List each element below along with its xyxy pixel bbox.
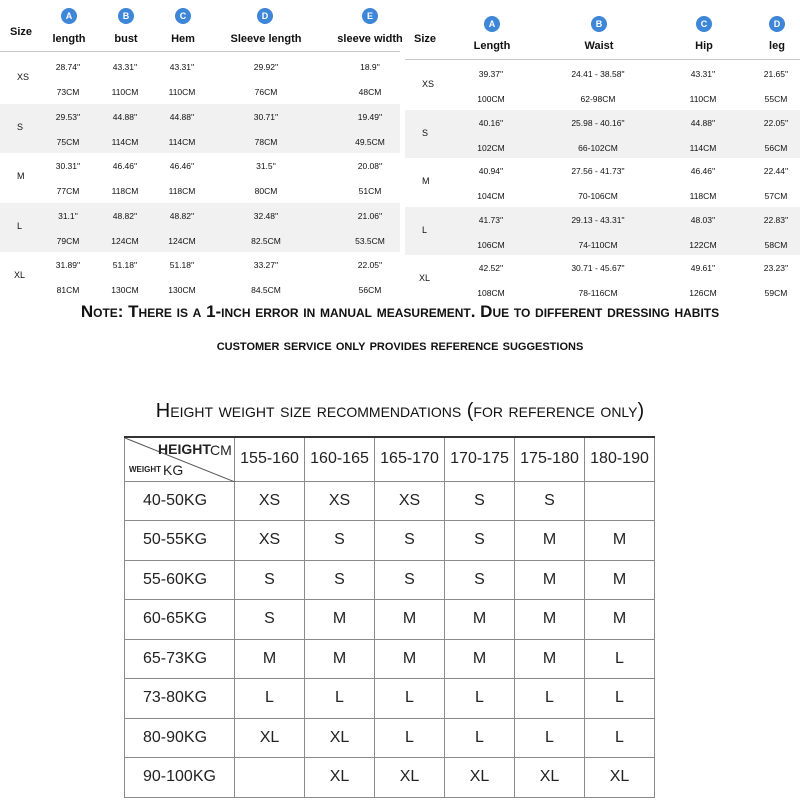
inch-value: 40.94'' — [478, 166, 504, 176]
cm-value: 76CM — [254, 87, 278, 97]
inch-value: 42.52'' — [478, 263, 504, 273]
inch-value: 30.31'' — [55, 161, 81, 171]
size-row-m — [0, 153, 400, 202]
size-recommendation: S — [445, 521, 515, 561]
cm-value: 102CM — [477, 142, 505, 153]
cm-value: 108CM — [477, 288, 505, 298]
cm-value: 122CM — [689, 239, 717, 250]
height-col-175-180: 175-180 — [515, 437, 585, 481]
inch-value: 29.13 - 43.31'' — [571, 214, 625, 225]
length-column-header: Length — [473, 40, 511, 52]
cm-value: 84.5CM — [251, 285, 281, 295]
badge-c-icon: C — [175, 8, 191, 24]
inch-value: 48.82'' — [112, 210, 138, 221]
inch-value: 21.65'' — [763, 69, 789, 79]
size-label: XS — [422, 79, 435, 89]
inch-value: 18.9'' — [360, 62, 380, 72]
inch-value: 21.06'' — [357, 210, 383, 221]
cm-value: 58CM — [764, 239, 788, 250]
size-row-xl — [0, 252, 400, 301]
corner-cell — [125, 437, 235, 481]
size-recommendation — [585, 481, 655, 521]
size-recommendation: S — [445, 481, 515, 521]
recommendation-title: Height weight size recommendations (for reference only) — [155, 400, 645, 422]
size-recommendation: L — [375, 679, 445, 719]
cm-value: 59CM — [764, 288, 788, 298]
cm-value: 81CM — [56, 285, 80, 295]
leg-column-header: leg — [769, 40, 785, 52]
top-size-chart — [0, 0, 403, 300]
size-recommendation: XL — [375, 758, 445, 798]
cm-value: 124CM — [111, 235, 139, 246]
cm-value: 74-110CM — [578, 239, 618, 250]
inch-value: 30.71'' — [253, 111, 279, 122]
cm-value: 106CM — [477, 239, 505, 250]
badge-d-icon: D — [257, 8, 273, 24]
cm-value: 104CM — [477, 191, 505, 201]
size-recommendation: M — [515, 600, 585, 640]
size-recommendation: S — [515, 481, 585, 521]
weight-row — [125, 521, 655, 561]
cm-value: 56CM — [764, 142, 788, 153]
height-weight-table — [124, 436, 655, 798]
weight-row — [125, 481, 655, 521]
height-col-165-170: 165-170 — [375, 437, 445, 481]
cm-value: 110CM — [111, 87, 139, 97]
size-recommendation: L — [585, 718, 655, 758]
size-recommendation: XL — [445, 758, 515, 798]
cm-value: 70-106CM — [578, 191, 618, 201]
weight-row — [125, 600, 655, 640]
size-row-xl — [405, 255, 800, 303]
inch-value: 20.08'' — [357, 161, 383, 171]
size-recommendation: S — [235, 600, 305, 640]
size-recommendation: XL — [305, 718, 375, 758]
weight-range: 40-50KG — [125, 481, 235, 521]
badge-d-icon: D — [769, 16, 785, 32]
size-recommendation: L — [515, 679, 585, 719]
size-recommendation: XL — [305, 758, 375, 798]
height-header-row — [125, 437, 655, 481]
cm-value: 78-116CM — [578, 288, 618, 298]
size-recommendation: M — [375, 639, 445, 679]
weight-unit: KG — [163, 462, 184, 478]
inch-value: 29.53'' — [55, 111, 81, 122]
cm-value: 118CM — [689, 191, 717, 201]
inch-value: 32.48'' — [253, 210, 279, 221]
size-recommendation: M — [375, 600, 445, 640]
cm-value: 130CM — [111, 285, 139, 295]
weight-row — [125, 560, 655, 600]
size-row-xs — [405, 61, 800, 109]
cm-value: 110CM — [689, 94, 717, 104]
size-row-xs — [0, 54, 400, 103]
bottom-size-chart — [405, 0, 800, 300]
size-label: XL — [14, 270, 26, 280]
measurement-note-line-2: customer service only provides reference suggestions — [216, 337, 584, 354]
cm-value: 130CM — [168, 285, 196, 295]
cm-value: 75CM — [56, 136, 80, 147]
weight-row — [125, 679, 655, 719]
size-recommendation: L — [445, 718, 515, 758]
size-recommendation: XS — [235, 521, 305, 561]
cm-value: 114CM — [111, 136, 139, 147]
size-row-l — [0, 203, 400, 252]
badge-a-icon: A — [61, 8, 77, 24]
cm-value: 79CM — [56, 235, 80, 246]
size-column-header: Size — [413, 33, 436, 45]
inch-value: 31.1'' — [58, 210, 78, 221]
hip-column-header: Hip — [695, 40, 713, 52]
inch-value: 46.46'' — [690, 166, 716, 176]
sleeve-width-column-header: sleeve width — [337, 33, 403, 45]
size-recommendation: S — [235, 560, 305, 600]
size-recommendation: M — [515, 560, 585, 600]
size-recommendation: M — [305, 639, 375, 679]
size-recommendation: S — [445, 560, 515, 600]
weight-row — [125, 758, 655, 798]
cm-value: 78CM — [254, 136, 278, 147]
inch-value: 22.44'' — [763, 166, 789, 176]
size-recommendation: M — [235, 639, 305, 679]
inch-value: 43.31'' — [690, 69, 716, 79]
cm-value: 73CM — [56, 87, 80, 97]
size-row-s — [405, 110, 800, 158]
sleeve-length-column-header: Sleeve length — [230, 33, 302, 45]
cm-value: 114CM — [168, 136, 196, 147]
size-recommendation: M — [585, 600, 655, 640]
inch-value: 29.92'' — [253, 62, 279, 72]
height-col-170-175: 170-175 — [445, 437, 515, 481]
weight-range: 80-90KG — [125, 718, 235, 758]
cm-value: 118CM — [168, 186, 196, 196]
inch-value: 48.03'' — [690, 214, 716, 225]
size-recommendation: L — [585, 639, 655, 679]
weight-label: WEIGHT — [129, 465, 161, 474]
badge-b-icon: B — [118, 8, 134, 24]
inch-value: 27.56 - 41.73'' — [571, 166, 625, 176]
inch-value: 19.49'' — [357, 111, 383, 122]
size-recommendation: XL — [515, 758, 585, 798]
size-label: M — [422, 176, 430, 186]
inch-value: 24.41 - 38.58'' — [571, 69, 625, 79]
inch-value: 28.74'' — [55, 62, 81, 72]
cm-value: 82.5CM — [251, 235, 281, 246]
cm-value: 55CM — [764, 94, 788, 104]
inch-value: 23.23'' — [763, 263, 789, 273]
size-label: M — [17, 171, 25, 181]
cm-value: 51CM — [358, 186, 382, 196]
height-col-155-160: 155-160 — [235, 437, 305, 481]
badge-e-icon: E — [362, 8, 378, 24]
weight-range: 55-60KG — [125, 560, 235, 600]
weight-range: 73-80KG — [125, 679, 235, 719]
size-recommendation: L — [445, 679, 515, 719]
inch-value: 31.89'' — [55, 260, 81, 270]
cm-value: 124CM — [168, 235, 196, 246]
cm-value: 80CM — [254, 186, 278, 196]
inch-value: 48.82'' — [169, 210, 195, 221]
size-label: L — [422, 224, 428, 235]
inch-value: 43.31'' — [169, 62, 195, 72]
height-label: HEIGHT — [158, 441, 211, 457]
inch-value: 51.18'' — [169, 260, 195, 270]
size-recommendation: M — [445, 639, 515, 679]
size-label: S — [17, 121, 24, 132]
cm-value: 77CM — [56, 186, 80, 196]
cm-value: 66-102CM — [578, 142, 618, 153]
size-recommendation: M — [515, 521, 585, 561]
badge-a-icon: A — [484, 16, 500, 32]
size-recommendation: M — [515, 639, 585, 679]
weight-range: 60-65KG — [125, 600, 235, 640]
size-recommendation: L — [375, 718, 445, 758]
size-recommendation: M — [445, 600, 515, 640]
height-col-160-165: 160-165 — [305, 437, 375, 481]
inch-value: 39.37'' — [478, 69, 504, 79]
inch-value: 31.5'' — [256, 161, 276, 171]
inch-value: 25.98 - 40.16'' — [571, 117, 625, 128]
weight-row — [125, 718, 655, 758]
inch-value: 44.88'' — [169, 111, 195, 122]
inch-value: 46.46'' — [112, 161, 138, 171]
cm-value: 110CM — [168, 87, 196, 97]
size-recommendation: L — [585, 679, 655, 719]
hem-column-header: Hem — [171, 33, 195, 45]
size-label: XS — [17, 72, 30, 82]
cm-value: 48CM — [358, 87, 382, 97]
height-col-180-190: 180-190 — [585, 437, 655, 481]
inch-value: 49.61'' — [690, 263, 716, 273]
size-label: XL — [419, 273, 431, 283]
cm-value: 49.5CM — [355, 136, 385, 147]
inch-value: 43.31'' — [112, 62, 138, 72]
cm-value: 114CM — [689, 142, 717, 153]
size-recommendation: S — [305, 521, 375, 561]
size-recommendation: L — [515, 718, 585, 758]
height-unit: CM — [210, 442, 232, 458]
size-recommendation: M — [585, 521, 655, 561]
size-row-l — [405, 207, 800, 255]
inch-value: 40.16'' — [478, 117, 504, 128]
measurement-note-line-1: Note: There is a 1-inch error in manual measurement. Due to different dressing habits — [80, 302, 720, 321]
cm-value: 57CM — [764, 191, 788, 201]
cm-value: 56CM — [358, 285, 382, 295]
size-recommendation — [235, 758, 305, 798]
size-row-m — [405, 158, 800, 206]
size-recommendation: XL — [585, 758, 655, 798]
size-recommendation: M — [305, 600, 375, 640]
size-recommendation: XL — [235, 718, 305, 758]
cm-value: 118CM — [111, 186, 139, 196]
inch-value: 33.27'' — [253, 260, 279, 270]
cm-value: 62-98CM — [580, 94, 616, 104]
size-recommendation: S — [375, 521, 445, 561]
size-recommendation: M — [585, 560, 655, 600]
inch-value: 46.46'' — [169, 161, 195, 171]
inch-value: 44.88'' — [112, 111, 138, 122]
inch-value: 30.71 - 45.67'' — [571, 263, 625, 273]
size-label: L — [17, 220, 23, 231]
size-recommendation: XS — [375, 481, 445, 521]
waist-column-header: Waist — [584, 40, 614, 52]
size-recommendation: XS — [305, 481, 375, 521]
weight-range: 50-55KG — [125, 521, 235, 561]
size-recommendation: L — [305, 679, 375, 719]
inch-value: 22.05'' — [763, 117, 789, 128]
inch-value: 44.88'' — [690, 117, 716, 128]
inch-value: 41.73'' — [478, 214, 504, 225]
badge-c-icon: C — [696, 16, 712, 32]
cm-value: 100CM — [477, 94, 505, 104]
size-label: S — [422, 127, 429, 138]
size-row-s — [0, 104, 400, 153]
inch-value: 22.05'' — [357, 260, 383, 270]
size-recommendation: S — [305, 560, 375, 600]
badge-b-icon: B — [591, 16, 607, 32]
inch-value: 22.83'' — [763, 214, 789, 225]
bust-column-header: bust — [114, 33, 138, 45]
size-recommendation: S — [375, 560, 445, 600]
weight-range: 90-100KG — [125, 758, 235, 798]
size-column-header: Size — [9, 26, 32, 38]
cm-value: 126CM — [689, 288, 717, 298]
length-column-header: length — [52, 33, 86, 45]
size-recommendation: XS — [235, 481, 305, 521]
inch-value: 51.18'' — [112, 260, 138, 270]
weight-range: 65-73KG — [125, 639, 235, 679]
weight-row — [125, 639, 655, 679]
cm-value: 53.5CM — [355, 235, 385, 246]
size-recommendation: L — [235, 679, 305, 719]
